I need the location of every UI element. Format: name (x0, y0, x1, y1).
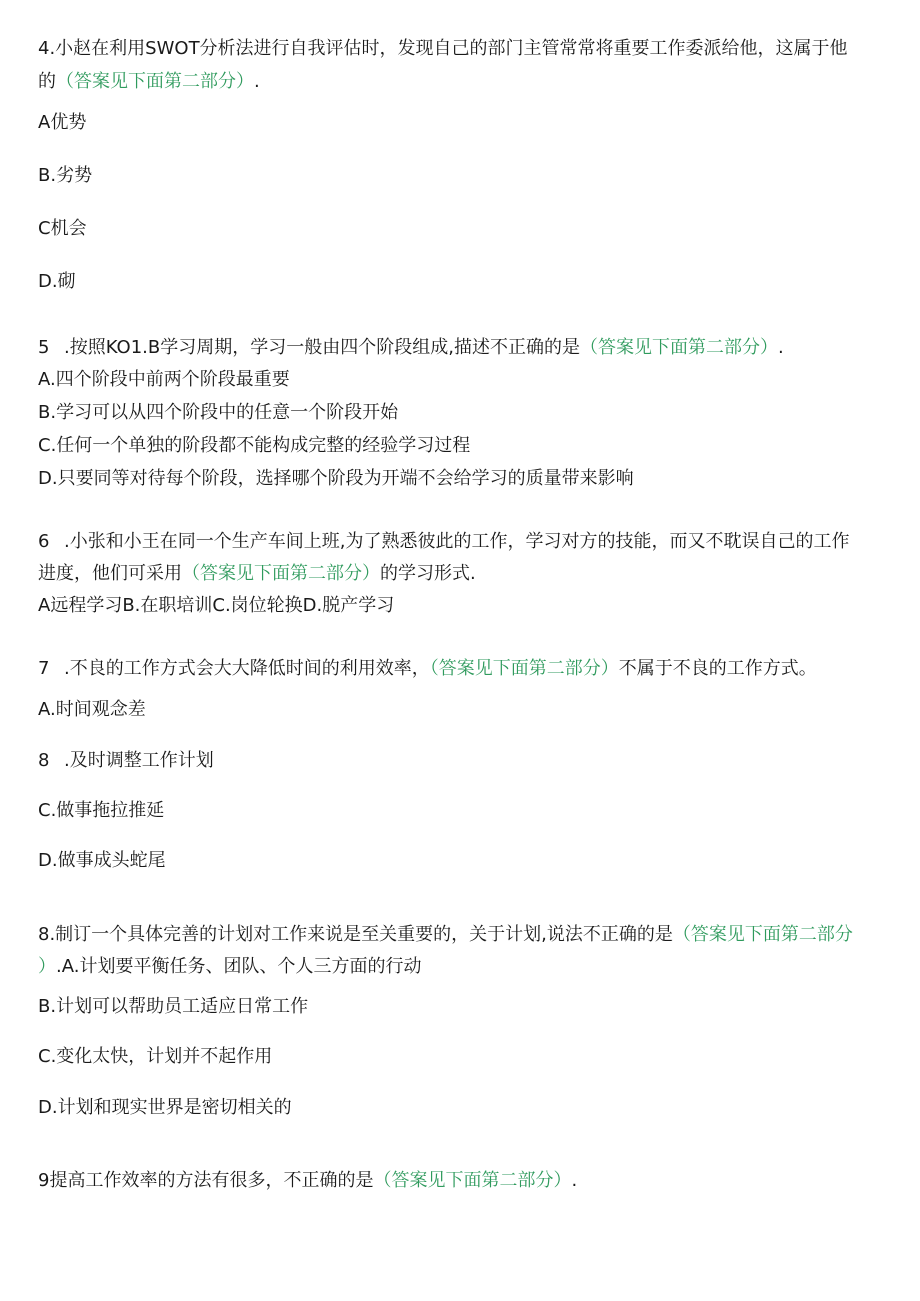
q6-stem-line1 (38, 530, 849, 554)
answer-hint: （答案见下面第二部分） (429, 658, 619, 679)
q8-option-b: B.计划可以帮助员工适应日常工作 (38, 996, 309, 1017)
q9-stem (38, 1169, 577, 1193)
q6-stem-suffix: 的学习形式. (380, 563, 476, 584)
q9-stem-suffix: . (571, 1170, 578, 1191)
q6-stem-line2 (38, 562, 476, 586)
q4-stem-line2 (38, 70, 260, 94)
q5-stem-suffix: . (777, 337, 784, 358)
q8-stem-line1 (38, 923, 853, 947)
answer-hint: （答案见下面第二部分） (373, 1170, 572, 1191)
answer-hint: （答案见下面第二部分 (672, 924, 853, 945)
q6-stem-text: .小张和小王在同一个生产车间上班,为了熟悉彼此的工作，学习对方的技能，而又不耽误自己的工作 (64, 531, 850, 552)
q7-stem (38, 657, 817, 681)
q7-option-a: A.时间观念差 (38, 699, 146, 720)
q6-number: 6 (38, 531, 50, 552)
q7-option-b-text: .及时调整工作计划 (64, 750, 214, 771)
q6-options: A远程学习B.在职培训C.岗位轮换D.脱产学习 (38, 595, 395, 616)
q4-option-a: A优势 (38, 112, 87, 133)
q8-stem-line2 (38, 955, 421, 979)
q4-option-d: D.砌 (38, 271, 76, 292)
q5-number: 5 (38, 337, 50, 358)
q6-stem-prefix: 进度，他们可采用 (38, 563, 182, 584)
q9-stem-text: 9提高工作效率的方法有很多，不正确的是 (38, 1170, 374, 1191)
q4-option-b: B.劣势 (38, 165, 93, 186)
q4-stem-line1: 4.小赵在利用SWOT分析法进行自我评估时，发现自己的部门主管常常将重要工作委派给他，这属于他 (38, 38, 848, 59)
q4-option-c: C机会 (38, 218, 87, 239)
q7-option-b (38, 749, 214, 773)
q8-stem-text: 8.制订一个具体完善的计划对工作来说是至关重要的，关于计划,说法不正确的是 (38, 924, 673, 945)
answer-hint: （答案见下面第二部分） (56, 71, 254, 92)
answer-hint-close: ） (38, 956, 56, 977)
q5-option-b: B.学习可以从四个阶段中的任意一个阶段开始 (38, 402, 399, 423)
q7-number: 7 (38, 658, 50, 679)
q7-option-c: C.做事拖拉推延 (38, 800, 165, 821)
q5-option-a: A.四个阶段中前两个阶段最重要 (38, 369, 290, 390)
q7-stem-text: .不良的工作方式会大大降低时间的利用效率， (64, 658, 430, 679)
q8-option-c: C.变化太快，计划并不起作用 (38, 1046, 273, 1067)
q5-option-c: C.任何一个单独的阶段都不能构成完整的经验学习过程 (38, 435, 471, 456)
q7-option-b-number: 8 (38, 750, 50, 771)
q7-stem-suffix: 不属于不良的工作方式。 (618, 658, 817, 679)
answer-hint: （答案见下面第二部分） (182, 563, 380, 584)
q8-option-a: .A.计划要平衡任务、团队、个人三方面的行动 (56, 956, 422, 977)
q4-stem-prefix: 的 (38, 71, 56, 92)
q4-stem-suffix: . (254, 71, 260, 92)
q5-option-d: D.只要同等对待每个阶段，选择哪个阶段为开端不会给学习的质量带来影响 (38, 468, 634, 489)
q5-stem-text: .按照KO1.B学习周期，学习一般由四个阶段组成,描述不正确的是 (64, 337, 580, 358)
q7-option-d: D.做事成头蛇尾 (38, 850, 166, 871)
q8-option-d: D.计划和现实世界是密切相关的 (38, 1097, 292, 1118)
answer-hint: （答案见下面第二部分） (579, 337, 778, 358)
q5-stem (38, 336, 784, 360)
